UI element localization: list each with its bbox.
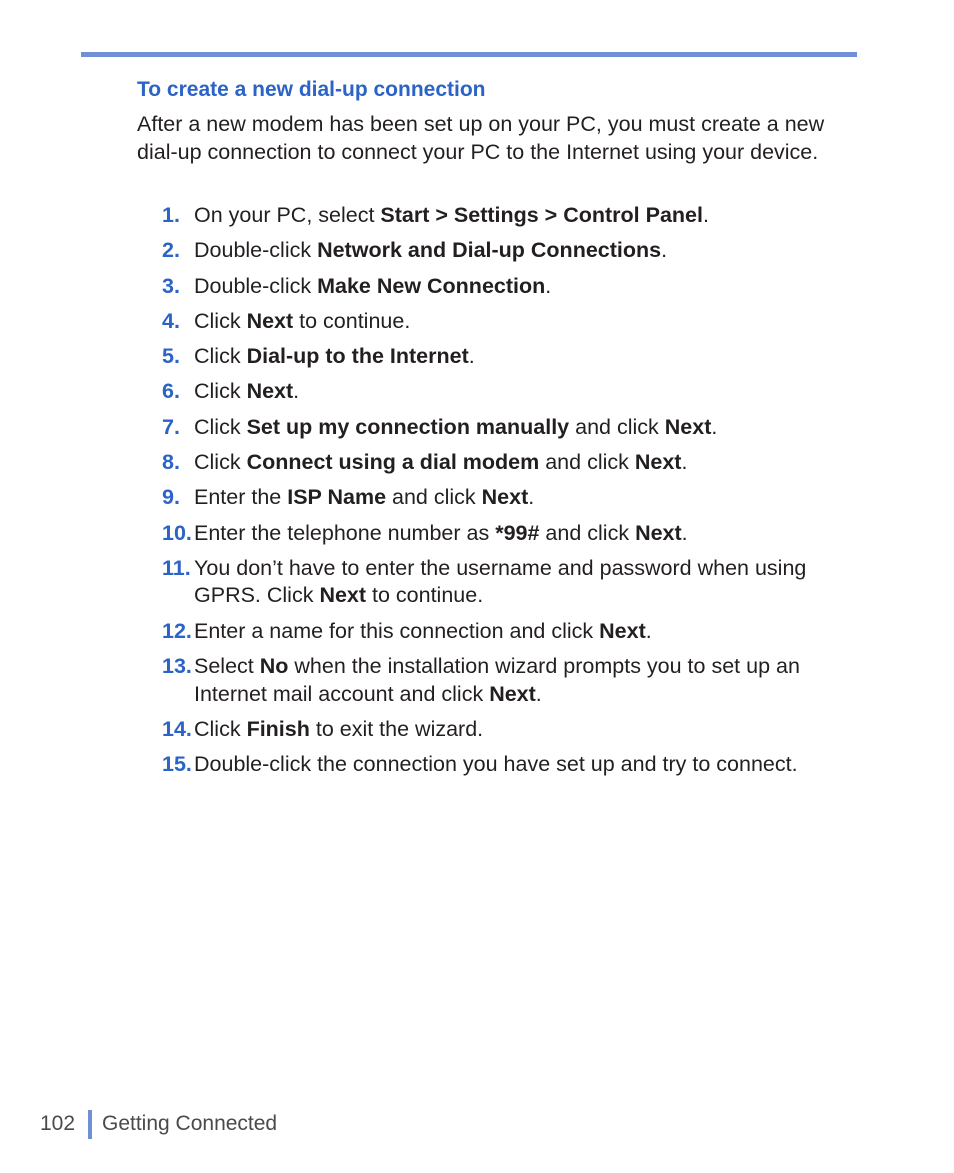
step-text-run: and click [539,450,635,475]
step-ui-term: Next [246,379,294,404]
step-ui-term: Next [489,681,536,706]
step-ui-term: Next [664,414,712,439]
step-text-run: . [711,414,718,439]
step-item [162,449,852,477]
step-number: 4. [162,308,180,333]
step-text-run: and click [386,485,482,510]
step-number: 13. [162,654,192,679]
step-ui-term: Next [246,308,294,333]
step-text-run: Click [194,450,247,475]
step-item [162,237,852,265]
step-ui-term: Next [635,520,682,545]
step-number: 2. [162,238,180,263]
step-number: 14. [162,716,192,741]
step-text-run: Double-click [194,238,318,263]
step-text-run: . [702,203,709,227]
step-text-run: when the installation wizard prompts you to set up an Internet mail account and click [194,654,800,706]
intro-paragraph: After a new modem has been set up on your PC, you must create a new dial-up connection to connect your PC to the Internet using your device. [137,112,825,164]
step-ui-term: *99# [495,520,540,545]
step-text [194,521,688,545]
page-number: 102 [40,1112,76,1135]
step-item [162,378,852,406]
step-text [194,485,534,509]
step-ui-term: Finish [246,716,310,741]
step-text-run: Click [194,344,247,369]
step-text [194,203,709,227]
step-text-run: Double-click the connection you have set up and try to connect. [194,752,798,777]
step-text-run: Click [194,308,247,333]
step-item [162,343,852,371]
step-text [194,619,652,643]
step-ui-term: Next [319,583,367,608]
step-ui-term: Dial-up to the Internet [246,344,469,369]
step-text-run: . [535,681,542,706]
step-ui-term: No [259,654,289,679]
step-item [162,484,852,512]
step-item [162,202,852,230]
step-text-run: You don’t have to enter the username and password when using GPRS. Click [194,555,807,608]
step-text-run: Click [194,414,247,439]
step-text [194,415,717,439]
step-ui-term: Connect using a dial modem [246,450,540,475]
step-text-run: Click [194,716,247,741]
step-text-run: Enter a name for this connection and click [194,618,600,643]
step-text [194,309,410,333]
step-text-run: to continue. [293,308,411,333]
footer-divider [88,1110,92,1139]
step-ui-term: ISP Name [287,485,387,510]
step-item [162,555,852,610]
step-number: 6. [162,379,180,404]
step-text [194,344,475,368]
step-text-run: . [681,520,688,545]
step-number: 11. [162,555,191,580]
step-text-run: . [293,379,300,404]
step-number: 10. [162,520,192,545]
step-text-run: to exit the wizard. [309,716,484,741]
step-text-run: . [468,344,475,369]
step-number: 9. [162,485,180,510]
step-number: 5. [162,344,180,369]
step-text-run: and click [569,414,665,439]
step-ui-term: Next [599,618,646,643]
step-text-run: On your PC, select [194,203,381,227]
footer-section-name: Getting Connected [102,1112,278,1135]
step-ui-term: Next [634,450,682,475]
step-text-run: Select [194,654,260,679]
step-item [162,751,852,779]
step-text [194,274,551,298]
step-text-run: Enter the [194,485,288,510]
step-text-run: . [528,485,535,510]
step-text [194,654,800,706]
step-ui-term: Make New Connection [317,273,546,298]
step-number: 15. [162,752,192,777]
step-text-run: . [681,450,688,475]
step-text [194,717,483,741]
step-text-run: Enter the telephone number as [194,520,496,545]
step-ui-term: Set up my connection manually [246,414,570,439]
step-text [194,556,806,608]
step-number: 7. [162,414,180,439]
step-ui-term: Network and Dial-up Connections [317,238,662,263]
step-text-run: and click [539,520,636,545]
step-number: 1. [162,203,180,227]
step-item [162,520,852,548]
step-text-run: Double-click [194,273,318,298]
top-rule [81,52,857,57]
step-ui-term: Next [481,485,529,510]
step-text-run: . [645,618,652,643]
step-text [194,752,798,776]
step-item [162,414,852,442]
step-item [162,653,852,708]
step-text-run: Click [194,379,247,404]
step-number: 3. [162,273,180,298]
step-item [162,308,852,336]
step-text [194,450,687,474]
step-item [162,273,852,301]
step-number: 8. [162,450,180,475]
step-ui-term: Start > Settings > Control Panel [380,203,703,227]
section-heading: To create a new dial-up connection [137,78,486,101]
step-item [162,618,852,646]
steps-list [162,202,852,786]
step-text-run: . [661,238,668,263]
step-number: 12. [162,618,192,643]
step-text-run: . [545,273,552,298]
step-text [194,379,299,403]
step-text [194,238,667,262]
step-item [162,716,852,744]
step-text-run: to continue. [366,583,484,608]
